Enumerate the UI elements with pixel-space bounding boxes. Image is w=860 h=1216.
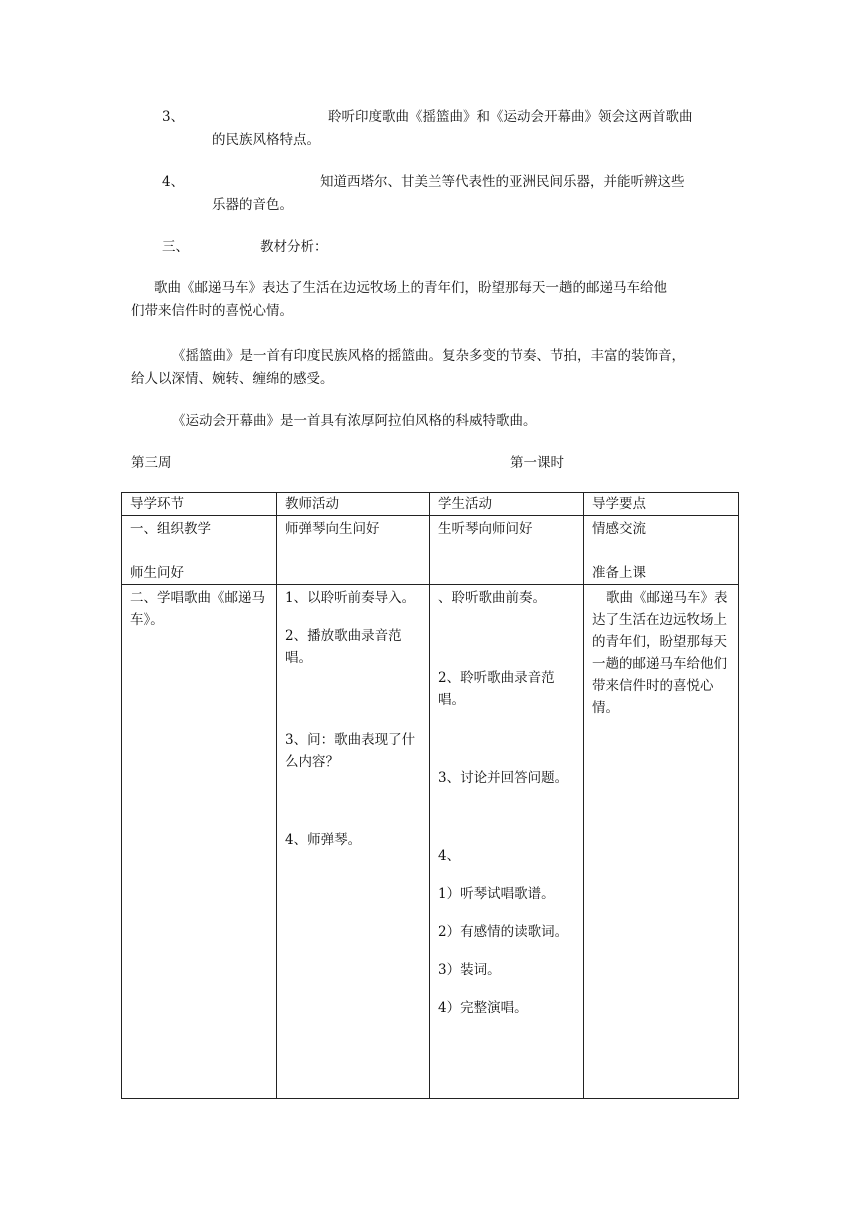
row1-student-text: 生听琴向师问好 <box>438 521 533 537</box>
section-3-number: 三、 <box>162 239 189 255</box>
lesson-plan-table <box>121 492 739 1099</box>
row1-stage-sub: 师生问好 <box>130 565 184 581</box>
row1-teacher-text: 师弹琴向生问好 <box>285 521 380 537</box>
objective-4-text-line1: 知道西塔尔、甘美兰等代表性的亚洲民间乐器，并能听辨这些 <box>320 174 685 190</box>
section-3-title: 教材分析： <box>260 239 328 255</box>
student-substep-2: 2）有感情的读歌词。 <box>438 924 569 940</box>
teacher-step-4: 4、师弹琴。 <box>285 832 362 848</box>
teacher-step-2: 2、播放歌曲录音范唱。 <box>285 628 402 666</box>
row1-teacher-cell <box>277 516 430 585</box>
row1-points-cell <box>584 516 739 585</box>
row2-stage-text: 二、学唱歌曲《邮递马车》。 <box>130 590 265 628</box>
teacher-step-1: 1、以聆听前奏导入。 <box>285 590 416 606</box>
objective-4-text-line2: 乐器的音色。 <box>212 197 293 213</box>
student-step-1: 、聆听歌曲前奏。 <box>438 590 546 606</box>
row2-stage-cell <box>122 585 277 1099</box>
table-row <box>122 585 739 1099</box>
header-key-points: 导学要点 <box>584 493 739 516</box>
analysis-p1-line2: 们带来信件时的喜悦心情。 <box>131 303 293 319</box>
row2-points-cell <box>584 585 739 1099</box>
analysis-p2-line1: 《摇篮曲》是一首有印度民族风格的摇篮曲。复杂多变的节奏、节拍，丰富的装饰音， <box>172 348 685 364</box>
header-guide-stage: 导学环节 <box>122 493 277 516</box>
week-label: 第三周 <box>131 455 172 471</box>
row2-student-cell <box>430 585 584 1099</box>
student-substep-4: 4）完整演唱。 <box>438 1000 528 1016</box>
table-row <box>122 516 739 585</box>
objective-3-text-line2: 的民族风格特点。 <box>212 132 320 148</box>
row1-stage-cell <box>122 516 277 585</box>
student-substep-3: 3）装词。 <box>438 962 501 978</box>
student-step-4: 4、 <box>438 848 461 864</box>
table-header-row <box>122 493 739 516</box>
objective-4-number: 4、 <box>162 174 185 190</box>
row1-points-a: 情感交流 <box>592 521 646 537</box>
row2-points-text: 歌曲《邮递马车》表达了生活在边远牧场上的青年们，盼望那每天一趟的邮递马车给他们带来信件时的喜悦心情。 <box>592 590 728 716</box>
student-step-2: 2、聆听歌曲录音范唱。 <box>438 670 555 708</box>
row2-teacher-cell <box>277 585 430 1099</box>
row1-stage-title: 一、组织教学 <box>130 521 211 537</box>
header-student-activity: 学生活动 <box>430 493 584 516</box>
row1-points-b: 准备上课 <box>592 565 646 581</box>
teacher-step-3: 3、问：歌曲表现了什么内容？ <box>285 732 416 770</box>
student-substep-1: 1）听琴试唱歌谱。 <box>438 886 555 902</box>
objective-3-text-line1: 聆听印度歌曲《摇篮曲》和《运动会开幕曲》领会这两首歌曲 <box>328 109 693 125</box>
analysis-p1-line1: 歌曲《邮递马车》表达了生活在边远牧场上的青年们，盼望那每天一趟的邮递马车给他 <box>154 280 667 296</box>
objective-3-number: 3、 <box>162 109 185 125</box>
header-teacher-activity: 教师活动 <box>277 493 430 516</box>
row1-student-cell <box>430 516 584 585</box>
analysis-p2-line2: 给人以深情、婉转、缠绵的感受。 <box>131 371 334 387</box>
analysis-p3: 《运动会开幕曲》是一首具有浓厚阿拉伯风格的科威特歌曲。 <box>172 413 537 429</box>
lesson-label: 第一课时 <box>510 455 564 471</box>
student-step-3: 3、讨论并回答问题。 <box>438 770 569 786</box>
